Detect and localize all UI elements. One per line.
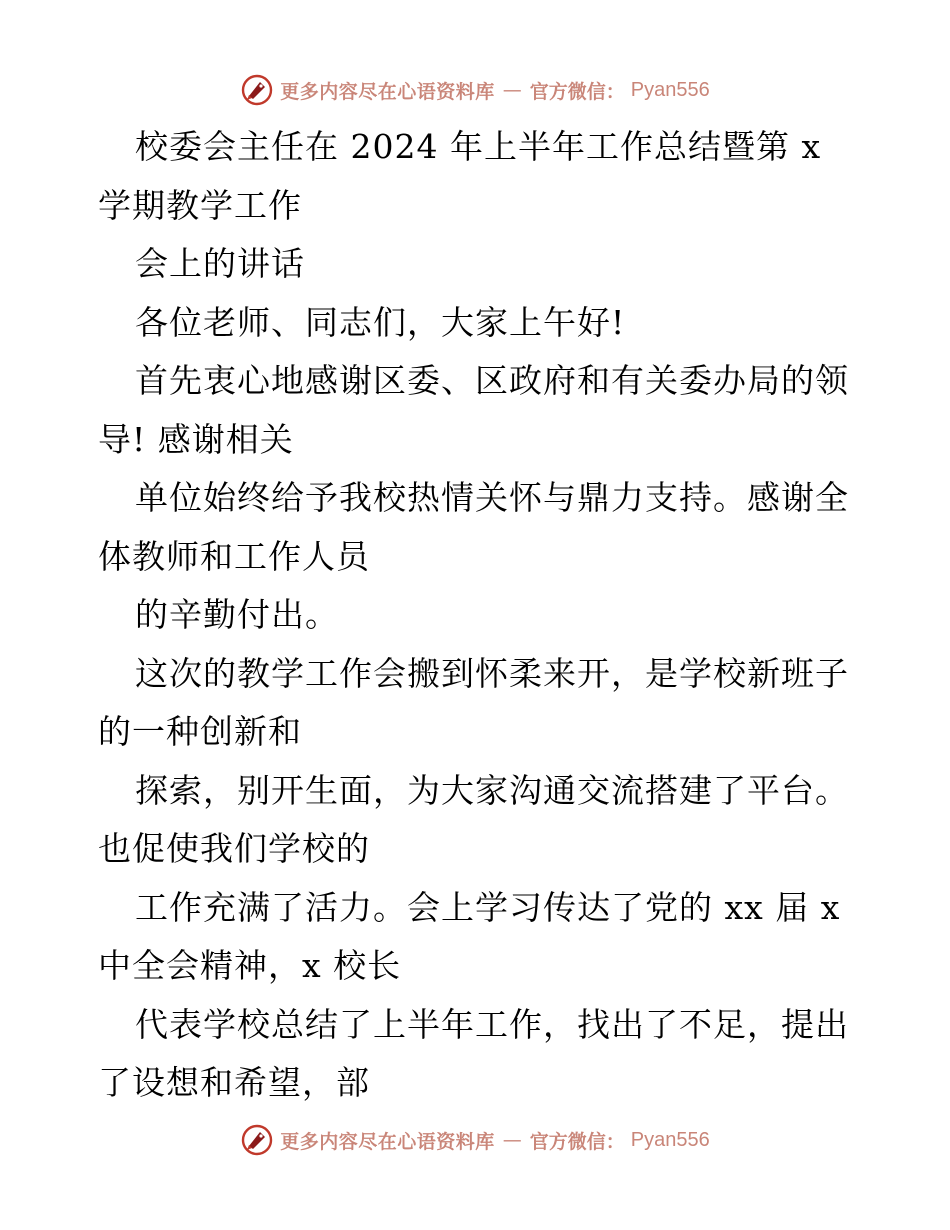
text-line: 学期教学工作 — [98, 185, 302, 225]
pen-nib-circle-icon — [240, 73, 274, 107]
text-line: 首先衷心地感谢区委、区政府和有关委办局的领 — [135, 361, 849, 400]
text-line: 校委会主任在 2024 年上半年工作总结暨第 x — [135, 127, 822, 166]
text-line: 体教师和工作人员 — [98, 536, 370, 576]
header-watermark — [0, 70, 950, 110]
watermark-wechat-label: 官方微信： — [529, 80, 625, 103]
watermark-brand-text: 更多内容尽在心语资料库 — [280, 1130, 495, 1153]
text-line: 也促使我们学校的 — [98, 829, 370, 868]
text-line: 会上的讲话 — [135, 244, 305, 283]
document-body — [98, 118, 854, 1113]
text-line: 的一种创新和 — [98, 712, 302, 751]
footer-watermark — [0, 1120, 950, 1160]
pen-nib-circle-icon — [240, 1123, 274, 1157]
text-line: 导! 感谢相关 — [98, 419, 294, 459]
watermark-dash: — — [502, 79, 522, 101]
text-line: 的辛勤付出。 — [135, 595, 339, 634]
watermark-wechat-id: Pyan556 — [630, 78, 710, 101]
text-line: 中全会精神，x 校长 — [98, 946, 402, 985]
text-line: 工作充满了活力。会上学习传达了党的 xx 届 x — [135, 887, 841, 927]
watermark-brand-text: 更多内容尽在心语资料库 — [280, 80, 495, 103]
text-line: 探索，别开生面，为大家沟通交流搭建了平台。 — [135, 770, 849, 810]
text-line: 各位老师、同志们，大家上午好! — [135, 302, 626, 342]
watermark-wechat-label: 官方微信： — [529, 1130, 625, 1153]
watermark-wechat-id: Pyan556 — [630, 1128, 710, 1151]
watermark-dash: — — [502, 1129, 522, 1151]
text-line: 了设想和希望，部 — [98, 1063, 370, 1102]
text-line: 单位始终给予我校热情关怀与鼎力支持。感谢全 — [135, 478, 849, 517]
text-line: 代表学校总结了上半年工作，找出了不足，提出 — [135, 1004, 849, 1044]
text-line: 这次的教学工作会搬到怀柔来开，是学校新班子 — [135, 653, 849, 693]
